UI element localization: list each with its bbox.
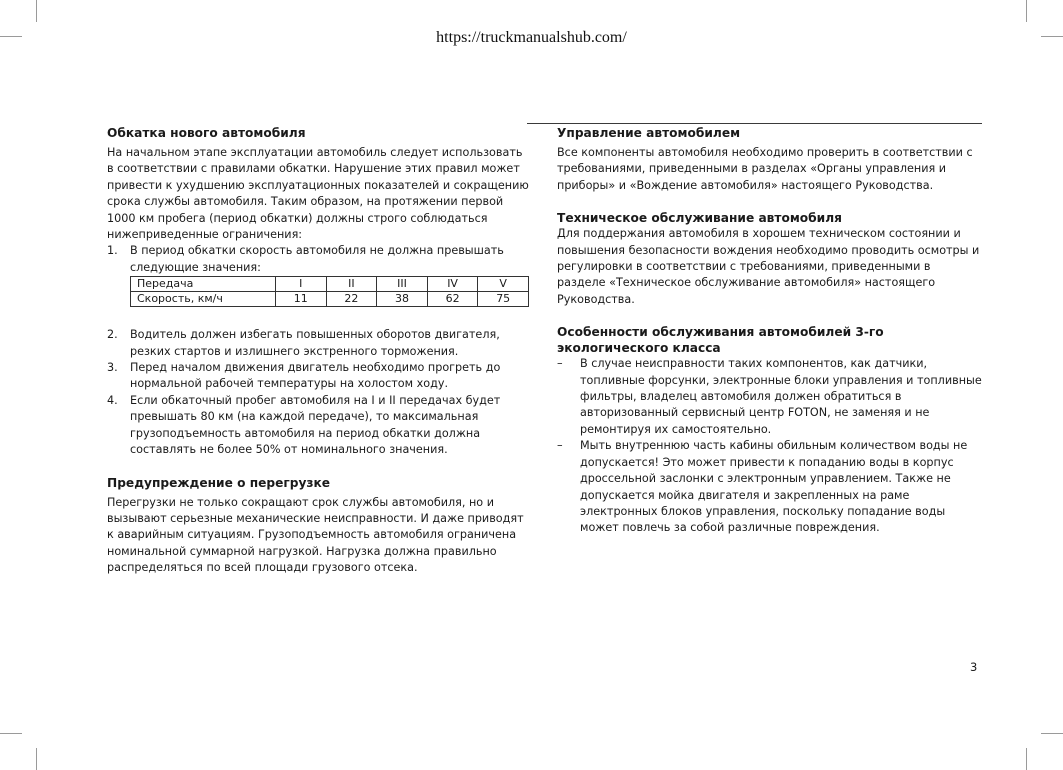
crop-mark bbox=[1026, 0, 1027, 22]
list-item: 3. Перед началом движения двигатель необходимо прогреть до нормальной рабочей температуры на холостом ходу. bbox=[107, 361, 501, 391]
source-url: https://truckmanualshub.com/ bbox=[436, 29, 627, 46]
section-text-maintenance: Для поддержания автомобиля в хорошем техническом состоянии и повышения безопасности вождения необходимо проводить осмотры и регулировки в соответствии с требованиями, приведенными в разделе «Техническое обслуживание автомобиля» настоящего Руководства. bbox=[557, 227, 980, 306]
table-cell: III bbox=[377, 277, 428, 292]
section-title-eco-class: Особенности обслуживания автомобилей 3-го экологического класса bbox=[557, 325, 884, 356]
section-text-overload: Перегрузки не только сокращают срок службы автомобиля, но и вызывают серьезные механические неисправности. И даже приводят к аварийным ситуациям. Грузоподъемность автомобиля ограничена номинальной суммарной нагрузкой. Нагрузка должна правильно распределяться по всей площади грузового отсека. bbox=[107, 495, 524, 575]
list-item: 2. Водитель должен избегать повышенных оборотов двигателя, резких стартов и излишнего экстренного торможения. bbox=[107, 328, 500, 358]
speed-limit-table bbox=[130, 276, 529, 307]
crop-mark bbox=[0, 733, 22, 734]
break-in-list bbox=[107, 243, 529, 276]
table-cell: Скорость, км/ч bbox=[131, 292, 276, 307]
table-cell: II bbox=[326, 277, 377, 292]
list-item: – В случае неисправности таких компонентов, как датчики, топливные форсунки, электронные блоки управления и топливные фильтры, владелец автомобиля должен обратиться в авторизованный сервисный центр FOTON, не заменяя и не ремонтируя их самостоятельно. bbox=[557, 357, 982, 436]
section-title-break-in: Обкатка нового автомобиля bbox=[107, 126, 306, 140]
crop-mark bbox=[1041, 733, 1063, 734]
list-item: – Мыть внутреннюю часть кабины обильным количеством воды не допускается! Это может привести к попаданию воды в корпус дроссельной заслонки с электронным управлением. Также не допускается мойка двигателя и закрепленных на раме электронных блоков управления, поскольку попадание воды может повлечь за собой различные повреждения. bbox=[557, 439, 968, 535]
list-item: 4. Если обкаточный пробег автомобиля на I и II передачах будет превышать 80 км (на каждой передаче), то максимальная грузоподъемность автомобиля на период обкатки должна составлять не более 50% от номинального значения. bbox=[107, 393, 501, 457]
table-row bbox=[131, 277, 529, 292]
table-cell: 11 bbox=[276, 292, 327, 307]
crop-mark bbox=[1026, 748, 1027, 770]
break-in-list-continued bbox=[107, 327, 529, 458]
table-cell: V bbox=[478, 277, 529, 292]
table-cell: 38 bbox=[377, 292, 428, 307]
table-cell: 22 bbox=[326, 292, 377, 307]
table-cell: I bbox=[276, 277, 327, 292]
table-cell: 75 bbox=[478, 292, 529, 307]
section-title-control: Управление автомобилем bbox=[557, 126, 741, 140]
crop-mark bbox=[36, 748, 37, 770]
table-cell: Передача bbox=[131, 277, 276, 292]
list-item: 1. В период обкатки скорость автомобиля не должна превышать следующие значения: bbox=[107, 244, 504, 274]
section-title-overload: Предупреждение о перегрузке bbox=[107, 475, 331, 490]
left-column bbox=[107, 123, 529, 577]
section-title-maintenance: Техническое обслуживание автомобиля bbox=[557, 211, 842, 226]
section-text-control: Все компоненты автомобиля необходимо проверить в соответствии с требованиями, приведенными в разделах «Органы управления и приборы» и «Вождение автомобиля» настоящего Руководства. bbox=[557, 146, 973, 192]
table-cell: IV bbox=[427, 277, 478, 292]
table-cell: 62 bbox=[427, 292, 478, 307]
section-text-break-in: На начальном этапе эксплуатации автомобиль следует использовать в соответствии с правилами обкатки. Нарушение этих правил может привести к ухудшению эксплуатационных показателей и сокращению срока службы автомобиля. Таким образом, на протяжении первой 1000 км пробега (период обкатки) должны строго соблюдаться нижеприведенные ограничения: bbox=[107, 146, 529, 242]
page-number: 3 bbox=[970, 660, 978, 674]
right-column bbox=[557, 123, 982, 537]
eco-class-list bbox=[557, 356, 982, 536]
crop-mark bbox=[36, 0, 37, 22]
table-row bbox=[131, 292, 529, 307]
